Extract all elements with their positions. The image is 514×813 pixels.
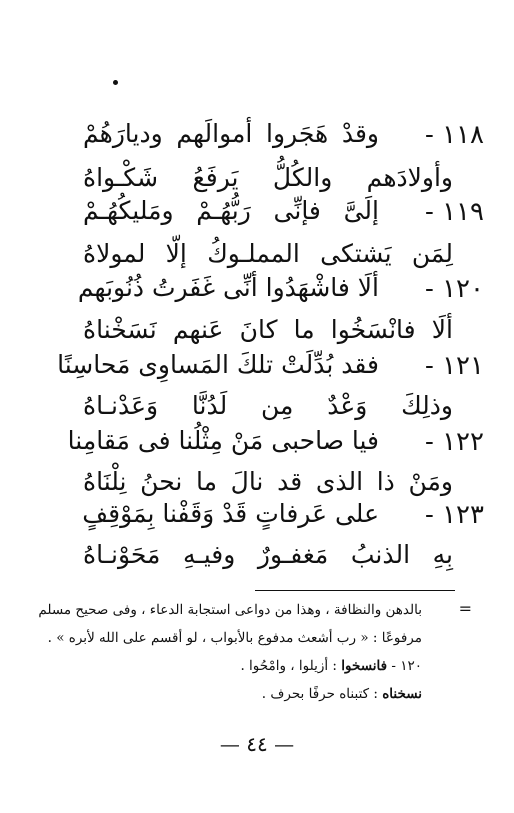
verse-number: ١١٨ - xyxy=(425,120,484,150)
verse-line-1: إلَىَّ فإنِّى رَبُّهُـمْ ومَليكُهُـمْ xyxy=(83,196,379,225)
verse-line-2: ألَا فانْسَخُوا ما كانَ عَنهم نَسَخْناهُ xyxy=(83,315,453,344)
stray-dot xyxy=(113,80,118,85)
footnote-marker: = xyxy=(458,599,472,618)
footnote-line-2: مرفوعًا : « رب أشعث مدفوع بالأبواب ، لو أقسم على الله لأبره » . xyxy=(47,630,422,646)
verse-line-2: ومَنْ ذا الذى قد نالَ ما نحنُ نِلْنَاهُ xyxy=(83,467,453,496)
verse-line-2: لِمَن يَشتكى المملـوكُ إلّا لمولاهُ xyxy=(83,239,453,268)
verse-line-2: بِهِ الذنبُ مَغفـورٌ وفيـهِ مَحَوْنـاهُ xyxy=(83,540,453,569)
verse-line-2: وأولادَهم والكُلُّ يَرفَعُ شَكْـواهُ xyxy=(83,163,453,192)
verse-number: ١١٩ - xyxy=(425,197,484,227)
footnote-term: نسخناه xyxy=(382,686,422,702)
footnote-line-1: بالدهن والنظافة ، وهذا من دواعى استجابة الدعاء ، وفى صحيح مسلم xyxy=(38,602,422,618)
verse-line-1: فقد بُدِّلَتْ تلكَ المَساوِى مَحاسِنًا xyxy=(57,350,379,379)
footnote-term: فانسخوا xyxy=(341,658,388,674)
footnote-verse-number: ١٢٠ - xyxy=(391,658,422,674)
verse-line-1: وقدْ هَجَروا أموالَهم وديارَهُمْ xyxy=(83,119,379,148)
footnote-line-4 xyxy=(262,683,422,705)
verse-number: ١٢٣ - xyxy=(425,500,484,530)
verse-line-2: وذلِكَ وَعْدٌ مِن لَدُنَّا وَعَدْنـاهُ xyxy=(83,391,453,420)
verse-line-1: على عَرفاتٍ قَدْ وَقَفْنا بِمَوْقِفٍ xyxy=(82,499,379,528)
verse-number: ١٢٢ - xyxy=(425,427,484,457)
verse-number: ١٢١ - xyxy=(425,351,484,381)
footnote-line-3 xyxy=(240,655,422,677)
footnote-definition: : أزيلوا ، وامْحُوا . xyxy=(240,658,337,674)
verse-line-1: فيا صاحبى مَنْ مِثْلُنا فى مَقامِنا xyxy=(67,426,379,455)
verse-line-1: ألَا فاشْهَدُوا أنِّى غَفَرتُ ذُنُوبَهم xyxy=(77,273,379,302)
page-number: — ٤٤ — xyxy=(219,732,295,756)
footnote-rule xyxy=(255,590,455,591)
footnote-definition: : كتبناه حرفًا بحرف . xyxy=(261,686,378,702)
verse-number: ١٢٠ - xyxy=(425,274,484,304)
